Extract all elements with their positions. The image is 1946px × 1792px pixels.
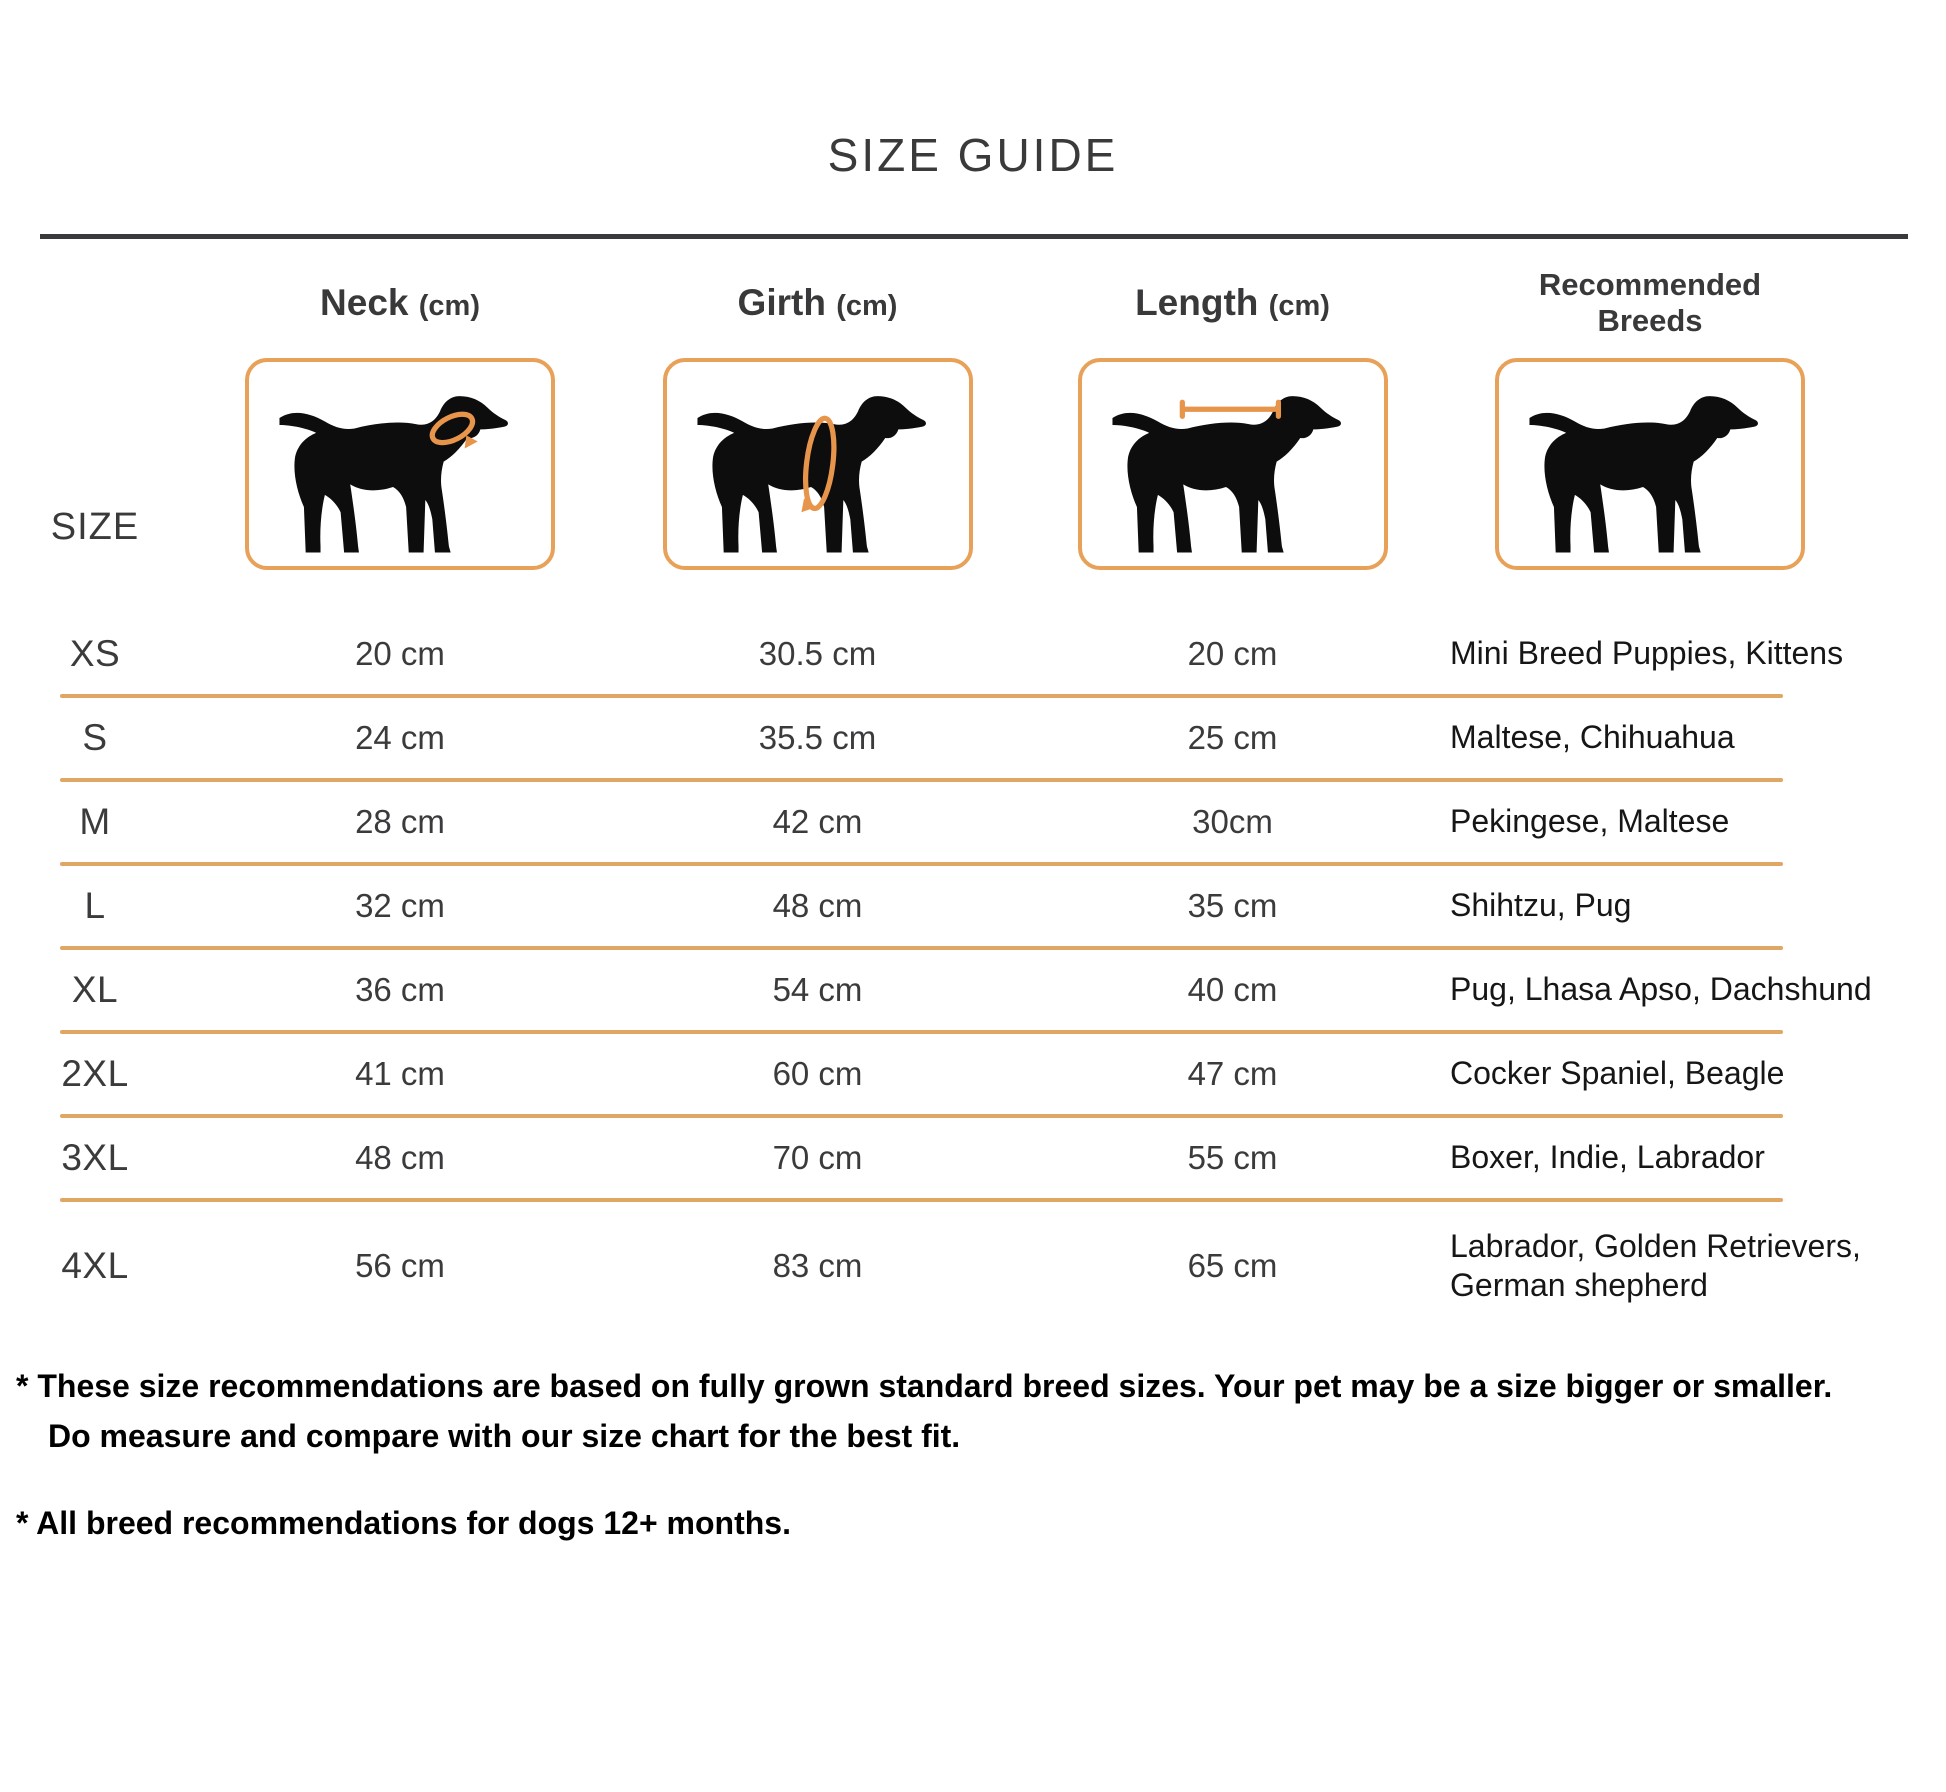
footnote-age-recommendation: * All breed recommendations for dogs 12+ months. bbox=[16, 1505, 791, 1542]
neck-header-unit: (cm) bbox=[418, 289, 480, 322]
page-title: SIZE GUIDE bbox=[827, 129, 1119, 181]
neck-illustration-box bbox=[245, 358, 555, 570]
girth-value: 30.5 cm bbox=[758, 635, 877, 672]
size-value: M bbox=[79, 801, 111, 842]
table-row-xl bbox=[0, 948, 1946, 1032]
size-table bbox=[0, 612, 1946, 1332]
breeds-value: Cocker Spaniel, Beagle bbox=[1450, 1055, 1785, 1092]
breeds-value: Boxer, Indie, Labrador bbox=[1450, 1139, 1765, 1176]
girth-value: 35.5 cm bbox=[758, 719, 877, 756]
illustration-boxes bbox=[0, 358, 1946, 572]
size-value: 4XL bbox=[61, 1245, 129, 1286]
neck-value: 56 cm bbox=[355, 1247, 445, 1284]
neck-value: 28 cm bbox=[355, 803, 445, 840]
girth-illustration-box bbox=[663, 358, 973, 570]
dog-length-measure-icon bbox=[1102, 374, 1364, 558]
length-header-unit: (cm) bbox=[1268, 289, 1330, 322]
breeds-value: Maltese, Chihuahua bbox=[1450, 719, 1735, 756]
column-headers bbox=[0, 258, 1946, 348]
length-value: 30cm bbox=[1192, 803, 1273, 840]
length-illustration-box bbox=[1078, 358, 1388, 570]
dog-neck-measure-icon bbox=[269, 374, 531, 558]
breeds-value: Shihtzu, Pug bbox=[1450, 887, 1632, 924]
neck-value: 24 cm bbox=[355, 719, 445, 756]
column-header-neck bbox=[190, 282, 610, 325]
girth-header-unit: (cm) bbox=[836, 289, 898, 322]
table-row-l bbox=[0, 864, 1946, 948]
length-value: 47 cm bbox=[1187, 1055, 1278, 1092]
size-value: XS bbox=[69, 633, 121, 674]
table-row-m bbox=[0, 780, 1946, 864]
breeds-illustration-box bbox=[1495, 358, 1805, 570]
column-header-breeds bbox=[1440, 267, 1860, 338]
breeds-value: Mini Breed Puppies, Kittens bbox=[1450, 635, 1844, 672]
size-value: XL bbox=[71, 969, 119, 1010]
length-header-label: Length bbox=[1135, 281, 1259, 323]
girth-header-label: Girth bbox=[737, 281, 826, 323]
table-row-s bbox=[0, 696, 1946, 780]
dog-silhouette-icon bbox=[1519, 374, 1781, 558]
length-value: 35 cm bbox=[1187, 887, 1278, 924]
girth-value: 70 cm bbox=[772, 1139, 863, 1176]
length-value: 40 cm bbox=[1187, 971, 1278, 1008]
girth-value: 42 cm bbox=[772, 803, 863, 840]
breeds-value: Pekingese, Maltese bbox=[1450, 803, 1730, 840]
neck-value: 36 cm bbox=[355, 971, 445, 1008]
breeds-value: Pug, Lhasa Apso, Dachshund bbox=[1450, 971, 1872, 1008]
girth-value: 54 cm bbox=[772, 971, 863, 1008]
length-value: 25 cm bbox=[1187, 719, 1278, 756]
column-header-girth bbox=[610, 282, 1025, 325]
girth-value: 83 cm bbox=[772, 1247, 863, 1284]
length-value: 55 cm bbox=[1187, 1139, 1278, 1176]
breeds-value: Labrador, Golden Retrievers, German shepherd bbox=[1450, 1227, 1861, 1303]
column-header-length bbox=[1025, 282, 1440, 325]
breeds-header-line1: Recommended bbox=[1538, 267, 1762, 303]
footnote-size-recommendation-line1: * These size recommendations are based on fully grown standard breed sizes. Your pet may be a size bigger or smaller. bbox=[16, 1368, 1833, 1404]
neck-value: 20 cm bbox=[355, 635, 445, 672]
neck-value: 32 cm bbox=[355, 887, 445, 924]
size-value: 2XL bbox=[61, 1053, 129, 1094]
header-rule bbox=[40, 234, 1908, 239]
size-column-label: SIZE bbox=[50, 506, 140, 548]
table-row-4xl bbox=[0, 1200, 1946, 1332]
length-value: 65 cm bbox=[1187, 1247, 1278, 1284]
size-value: S bbox=[82, 717, 108, 758]
footnotes bbox=[16, 1366, 1930, 1545]
girth-value: 60 cm bbox=[772, 1055, 863, 1092]
dog-girth-measure-icon bbox=[687, 374, 949, 558]
table-row-3xl bbox=[0, 1116, 1946, 1200]
table-row-2xl bbox=[0, 1032, 1946, 1116]
size-value: L bbox=[84, 885, 106, 926]
girth-value: 48 cm bbox=[772, 887, 863, 924]
neck-header-label: Neck bbox=[320, 281, 409, 323]
footnote-size-recommendation-line2: Do measure and compare with our size chart for the best fit. bbox=[48, 1417, 961, 1454]
neck-value: 48 cm bbox=[355, 1139, 445, 1176]
length-value: 20 cm bbox=[1187, 635, 1278, 672]
breeds-header-line2: Breeds bbox=[1597, 303, 1703, 338]
table-row-xs bbox=[0, 612, 1946, 696]
size-value: 3XL bbox=[61, 1137, 129, 1178]
neck-value: 41 cm bbox=[355, 1055, 445, 1092]
